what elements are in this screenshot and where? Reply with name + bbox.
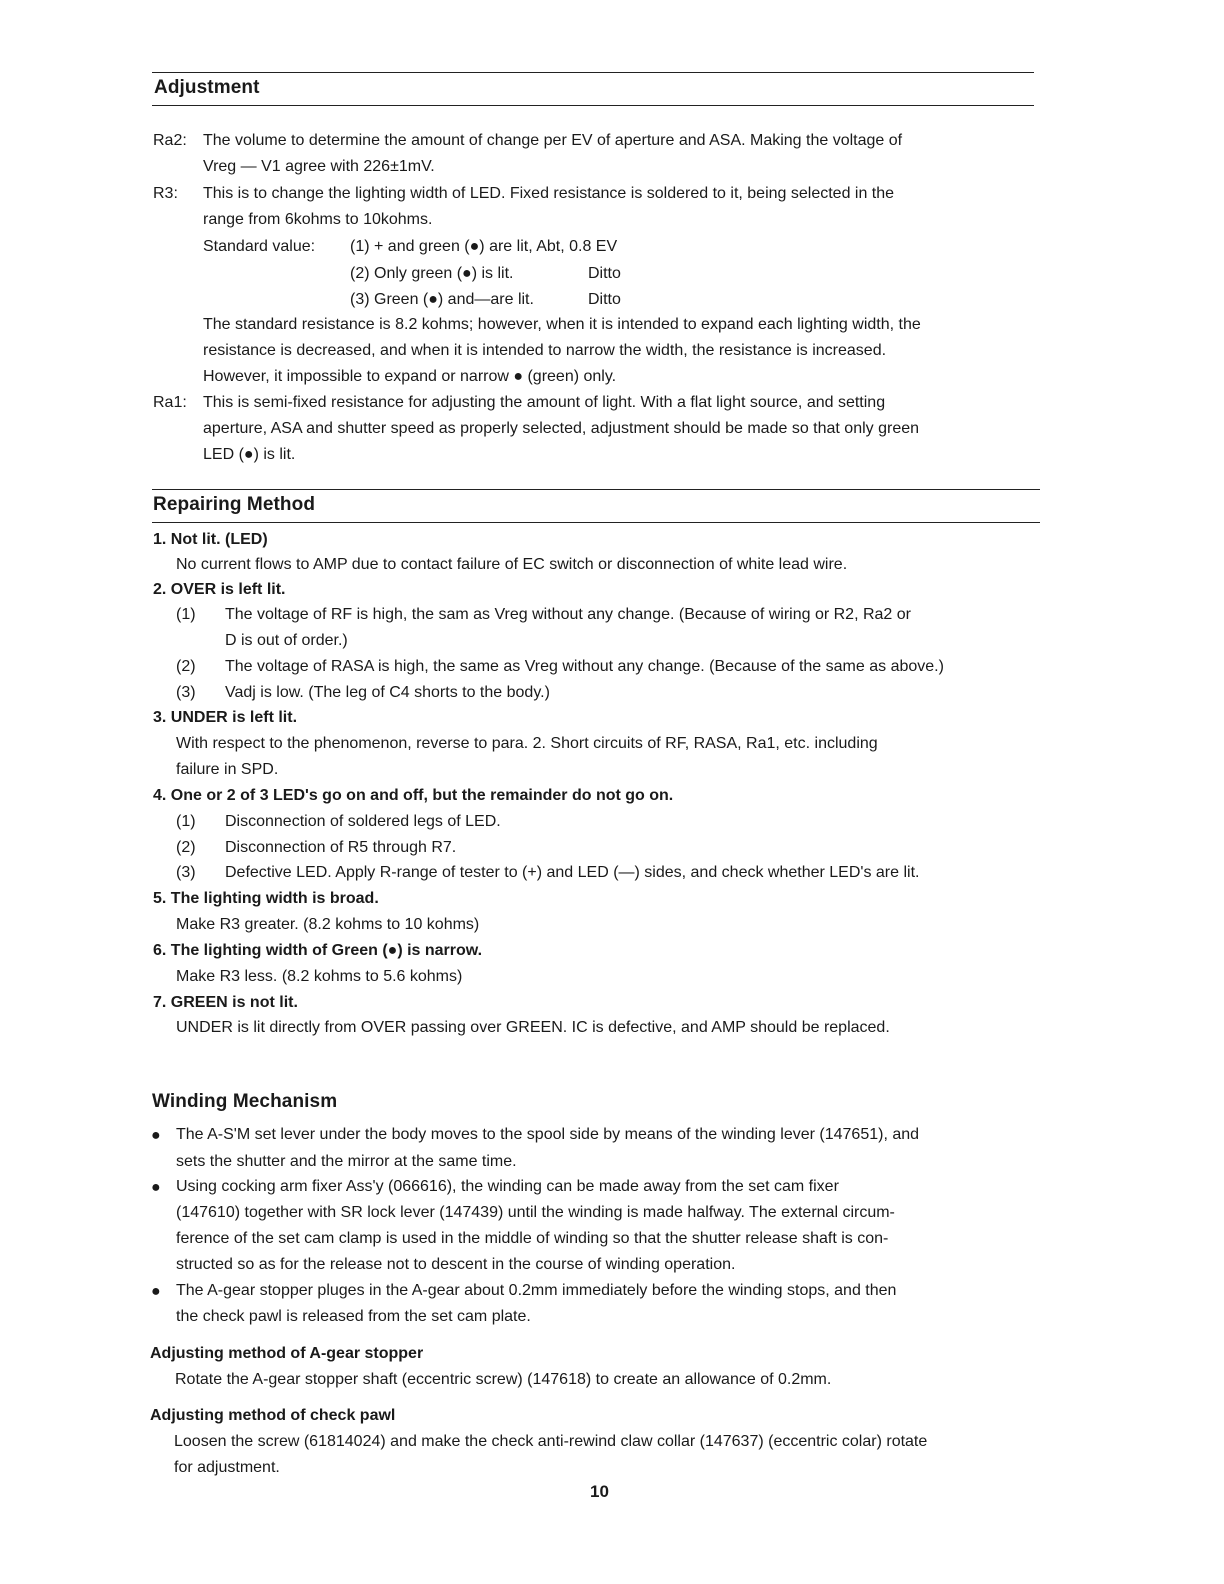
repair-item-1-text: No current flows to AMP due to contact failure of EC switch or disconnection of white lead wire. [176,556,848,573]
winding-bullet-2-text-1: Using cocking arm fixer Ass'y (066616), the winding can be made away from the set cam fixer [176,1178,839,1195]
ra2-text-1: The volume to determine the amount of change per EV of aperture and ASA. Making the voltage of [203,132,903,149]
adjustment-heading: Adjustment [154,77,260,98]
repair-item-6-title: 6. The lighting width of Green (●) is narrow. [153,942,483,959]
page-number: 10 [590,1482,609,1501]
winding-bullet-3-text-1: The A-gear stopper pluges in the A-gear about 0.2mm immediately before the winding stops, and then [176,1282,897,1299]
r3-text-5: However, it impossible to expand or narrow ● (green) only. [203,368,617,385]
adjusting-check-pawl-text-2: for adjustment. [174,1459,280,1476]
standard-value-3-ditto: Ditto [588,291,621,308]
winding-bullet-1-text-1: The A-S'M set lever under the body moves to the spool side by means of the winding lever (147651), and [176,1126,920,1143]
standard-value-label: Standard value: [203,238,316,255]
repair-item-4-title: 4. One or 2 of 3 LED's go on and off, but the remainder do not go on. [153,787,674,804]
repair-item-7-text: UNDER is lit directly from OVER passing over GREEN. IC is defective, and AMP should be replaced. [176,1019,890,1036]
r3-text-1: This is to change the lighting width of LED. Fixed resistance is soldered to it, being selected in the [203,185,895,202]
repair-item-7-title: 7. GREEN is not lit. [153,994,298,1011]
ra1-text-1: This is semi-fixed resistance for adjusting the amount of light. With a flat light source, and setting [203,394,886,411]
repair-item-4-2-num: (2) [176,839,196,856]
repair-item-2-1-text-2: D is out of order.) [225,632,348,649]
top-rule [152,72,1034,73]
repair-item-2-3-num: (3) [176,684,196,701]
adjusting-check-pawl-title: Adjusting method of check pawl [150,1407,396,1424]
repair-item-6-text: Make R3 less. (8.2 kohms to 5.6 kohms) [176,968,463,985]
repair-item-4-1-text: Disconnection of soldered legs of LED. [225,813,501,830]
bullet-icon: ● [151,1127,161,1144]
winding-bullet-2-text-4: structed so as for the release not to descent in the course of winding operation. [176,1256,736,1273]
repair-item-5-text: Make R3 greater. (8.2 kohms to 10 kohms) [176,916,480,933]
adjusting-a-gear-text: Rotate the A-gear stopper shaft (eccentric screw) (147618) to create an allowance of 0.2mm. [175,1371,832,1388]
standard-value-3: (3) Green (●) and—are lit. [350,291,534,308]
repair-item-2-2-num: (2) [176,658,196,675]
repair-item-2-2-text: The voltage of RASA is high, the same as Vreg without any change. (Because of the same as above.) [225,658,944,675]
repair-item-2-title: 2. OVER is left lit. [153,581,286,598]
repair-item-4-1-num: (1) [176,813,196,830]
repair-item-3-text-2: failure in SPD. [176,761,279,778]
ra2-label: Ra2: [153,132,187,149]
winding-bullet-2-text-2: (147610) together with SR lock lever (147439) until the winding is made halfway. The external circum- [176,1204,895,1221]
repair-item-3-text-1: With respect to the phenomenon, reverse to para. 2. Short circuits of RF, RASA, Ra1, etc. including [176,735,878,752]
adjusting-check-pawl-text-1: Loosen the screw (61814024) and make the check anti-rewind claw collar (147637) (eccentric colar) rotate [174,1433,928,1450]
repair-item-3-title: 3. UNDER is left lit. [153,709,298,726]
repair-item-4-3-text: Defective LED. Apply R-range of tester to (+) and LED (—) sides, and check whether LED's are lit. [225,864,920,881]
r3-text-4: resistance is decreased, and when it is intended to narrow the width, the resistance is increased. [203,342,887,359]
repair-item-2-1-text-1: The voltage of RF is high, the sam as Vreg without any change. (Because of wiring or R2, Ra2 or [225,606,911,623]
r3-label: R3: [153,185,178,202]
repairing-rule [152,522,1040,523]
repair-item-2-1-num: (1) [176,606,196,623]
repairing-top-rule [152,489,1040,490]
adjusting-a-gear-title: Adjusting method of A-gear stopper [150,1345,424,1362]
winding-heading: Winding Mechanism [152,1091,338,1112]
standard-value-2: (2) Only green (●) is lit. [350,265,514,282]
repair-item-4-2-text: Disconnection of R5 through R7. [225,839,457,856]
r3-text-2: range from 6kohms to 10kohms. [203,211,433,228]
winding-bullet-2-text-3: ference of the set cam clamp is used in the middle of winding so that the shutter release shaft is con- [176,1230,889,1247]
ra1-text-2: aperture, ASA and shutter speed as properly selected, adjustment should be made so that only green [203,420,920,437]
ra1-label: Ra1: [153,394,187,411]
adjustment-rule [152,105,1034,106]
repair-item-4-3-num: (3) [176,864,196,881]
r3-text-3: The standard resistance is 8.2 kohms; however, when it is intended to expand each lighting width, the [203,316,921,333]
winding-bullet-1-text-2: sets the shutter and the mirror at the same time. [176,1153,517,1170]
bullet-icon: ● [151,1179,161,1196]
repair-item-5-title: 5. The lighting width is broad. [153,890,379,907]
bullet-icon: ● [151,1283,161,1300]
standard-value-2-ditto: Ditto [588,265,621,282]
winding-bullet-3-text-2: the check pawl is released from the set cam plate. [176,1308,531,1325]
standard-value-1: (1) + and green (●) are lit, Abt, 0.8 EV [350,238,618,255]
ra1-text-3: LED (●) is lit. [203,446,296,463]
repair-item-2-3-text: Vadj is low. (The leg of C4 shorts to the body.) [225,684,550,701]
repair-item-1-title: 1. Not lit. (LED) [153,531,268,548]
repairing-heading: Repairing Method [153,494,316,515]
ra2-text-2: Vreg — V1 agree with 226±1mV. [203,158,435,175]
